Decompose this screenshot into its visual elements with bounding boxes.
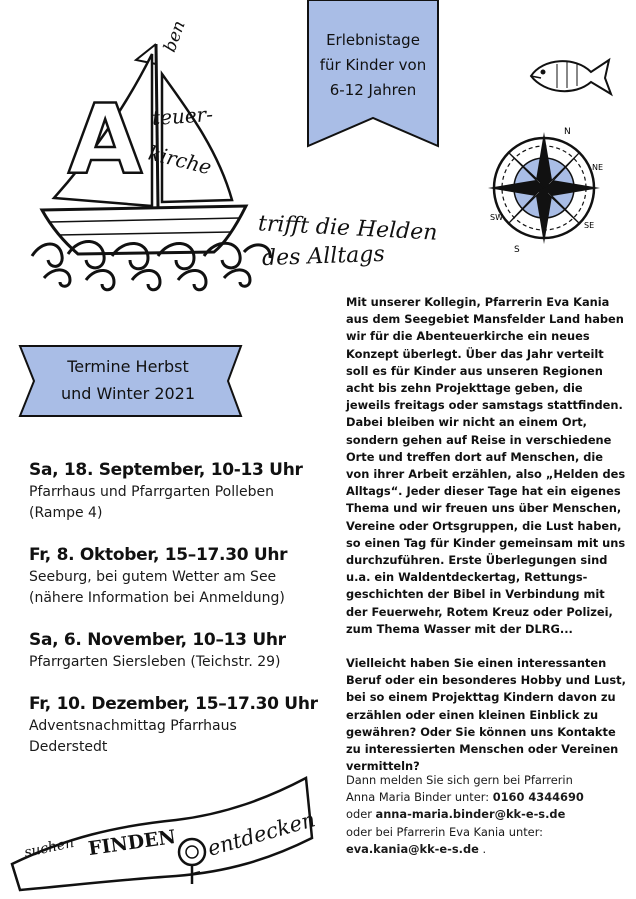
logo-ben: ben (160, 18, 190, 55)
contact-prefix: Anna Maria Binder unter: (346, 790, 493, 805)
compass-sw: SW (490, 213, 503, 222)
logo-big-a: A (68, 84, 143, 196)
event-item (29, 628, 319, 673)
banner-line-1: Erlebnistage (326, 31, 420, 49)
compass-rose-icon (484, 122, 610, 256)
paragraph-concept: Mit unserer Kollegin, Pfarrerin Eva Kania aus dem Seegebiet Mansfelder Land haben wir für die Abenteuerkirche ein neues Konzept überlegt. Über das Jahr verteilt soll es für Kinder aus unseren Regionen acht bis zehn Projekttage geben, die jeweils freitags oder samstags stattfinden. Dabei bleiben wir nicht an einem Ort, sondern gehen auf Reise in verschiedene Orte und treffen dort auf Menschen, die von ihrer Arbeit erzählen, also „Helden des Alltags“. Jeder dieser Tage hat ein eigenes Thema und wir freuen uns über Menschen, Vereine oder Ortsgruppen, die Lust haben, so einen Tag für Kinder gemeinsam mit uns durchzuführen. Erste Überlegungen sind u.a. ein Waldentdeckertag, Rettungs-geschichten der Bibel in Verbindung mit der Feuerwehr, Rotem Kreuz oder Polizei, zum Thema Wasser mit der DLRG... (346, 295, 626, 636)
phone-number[interactable]: 0160 4344690 (492, 790, 584, 805)
footer-suchen: suchen (22, 834, 76, 862)
contact-line-4: oder bei Pfarrerin Eva Kania unter: (346, 824, 544, 839)
footer-entdecken: entdecken (204, 807, 318, 861)
logo-teuer: teuer- (151, 101, 214, 131)
contact-suffix: . (478, 841, 487, 856)
compass-ne: NE (592, 163, 604, 172)
logo-tagline-1: trifft die Helden (257, 211, 438, 246)
fish-icon (527, 50, 613, 100)
compass-n: N (564, 127, 571, 137)
banner-text (306, 28, 440, 103)
event-detail: Adventsnachmittag Pfarrhaus (29, 718, 237, 734)
footer-banner (6, 768, 318, 893)
contact-block (346, 772, 628, 858)
sail-right (162, 74, 232, 202)
contact-line-3 (346, 806, 628, 823)
event-detail: Pfarrhaus und Pfarrgarten Polleben (29, 484, 275, 500)
termine-line-1: Termine Herbst (67, 357, 189, 376)
event-item (29, 458, 319, 524)
event-detail: Seeburg, bei gutem Wetter am See (29, 569, 277, 585)
paragraph-call: Vielleicht haben Sie einen interessanten Beruf oder ein besonderes Hobby und Lust, bei so einem Projekttag Kindern davon zu erzählen oder einen kleinen Einblick zu gewähren? Oder Sie können uns Kontakte zu interessierten Menschen oder Vereinen vermitteln? (346, 656, 626, 774)
event-detail: Pfarrgarten Siersleben (Teichstr. 29) (29, 654, 281, 670)
contact-prefix: oder (346, 807, 376, 822)
event-item (29, 543, 319, 609)
banner-line-3: 6-12 Jahren (329, 81, 417, 99)
email-link-kania[interactable]: eva.kania@kk-e-s.de (346, 841, 479, 856)
footer-finden: FINDEN (86, 825, 178, 861)
contact-line-1: Dann melden Sie sich gern bei Pfarrerin (346, 773, 573, 787)
top-banner-ribbon (306, 0, 440, 148)
description-text (346, 294, 628, 775)
event-list (29, 458, 319, 777)
event-detail: (nähere Information bei Anmeldung) (29, 590, 285, 606)
logo-tagline-2: des Alltags (261, 241, 386, 272)
event-title: Sa, 18. September, 10-13 Uhr (29, 460, 303, 480)
event-detail: (Rampe 4) (29, 505, 103, 521)
email-link-binder[interactable]: anna-maria.binder@kk-e-s.de (375, 807, 566, 822)
event-item (29, 692, 319, 758)
contact-line-2 (346, 789, 628, 806)
compass-se: SE (584, 221, 595, 230)
termine-banner-ribbon (18, 344, 243, 418)
contact-line-5 (346, 841, 628, 858)
logo-kirche: kirche (146, 140, 214, 180)
compass-s: S (514, 245, 520, 255)
event-title: Fr, 8. Oktober, 15–17.30 Uhr (29, 545, 288, 565)
termine-line-2: und Winter 2021 (60, 384, 196, 403)
banner-line-2: für Kinder von (319, 56, 427, 74)
event-detail: Dederstedt (29, 739, 108, 755)
termine-banner-text (38, 353, 218, 407)
event-title: Sa, 6. November, 10–13 Uhr (29, 630, 286, 650)
event-title: Fr, 10. Dezember, 15–17.30 Uhr (29, 694, 318, 714)
